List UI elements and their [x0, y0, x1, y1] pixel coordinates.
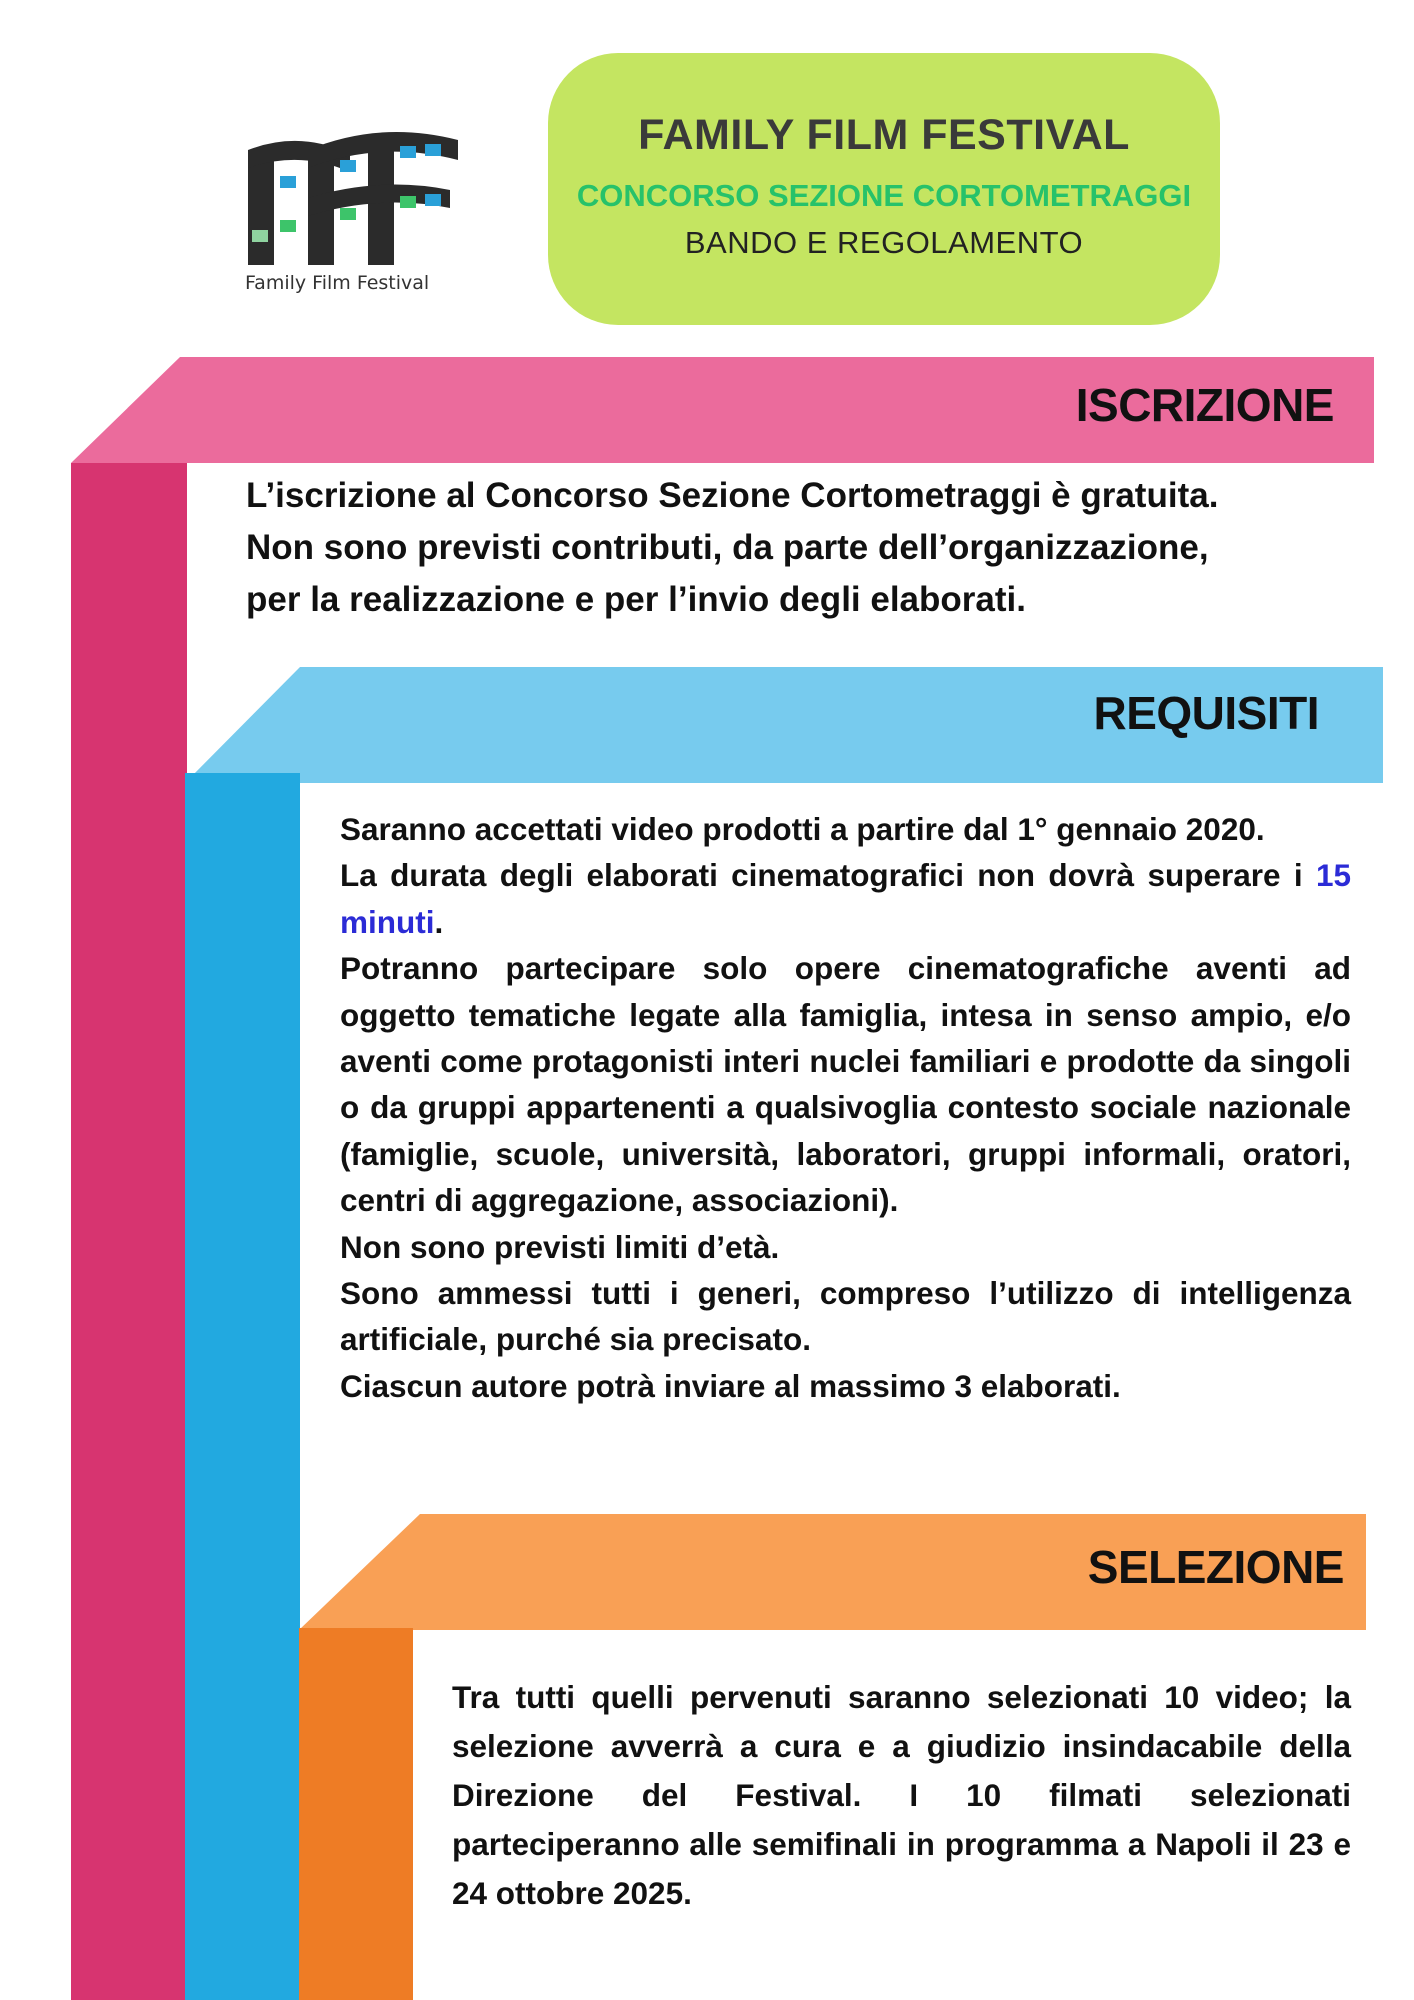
- rules-heading: BANDO E REGOLAMENTO: [684, 225, 1084, 260]
- stripe-blue: [185, 773, 300, 2000]
- duration-end: .: [434, 903, 444, 940]
- iscrizione-line: Non sono previsti contributi, da parte dell’organizzazione,: [246, 528, 1209, 567]
- requisiti-paragraph: Sono ammessi tutti i generi, compreso l’utilizzo di intelligenza artificiale, purché sia precisato.: [340, 1275, 1351, 1358]
- iscrizione-line: per la realizzazione e per l’invio degli elaborati.: [246, 580, 1026, 619]
- requisiti-paragraph: Non sono previsti limiti d’età.: [340, 1228, 780, 1265]
- section-title-selezione: SELEZIONE: [1087, 1541, 1344, 1593]
- iscrizione-body: [246, 470, 1346, 626]
- duration-text: La durata degli elaborati cinematografici non dovrà superare i: [340, 857, 1316, 894]
- requisiti-paragraph: Potranno partecipare solo opere cinematografiche aventi ad oggetto tematiche legate alla famiglia, intesa in senso ampio, e/o aventi come protagonisti interi nuclei familiari e prodotte da singoli o da gruppi appartenenti a qualsivoglia contesto sociale nazionale (famiglie, scuole, università, laboratori, gruppi informali, oratori, centri di aggregazione, associazioni).: [340, 950, 1351, 1219]
- festival-title: FAMILY FILM FESTIVAL: [638, 111, 1130, 159]
- contest-subtitle: CONCORSO SEZIONE CORTOMETRAGGI: [576, 178, 1192, 213]
- section-title-requisiti: REQUISITI: [1093, 687, 1319, 739]
- requisiti-paragraph: Saranno accettati video prodotti a partire dal 1° gennaio 2020.: [340, 811, 1265, 847]
- iscrizione-line: L’iscrizione al Concorso Sezione Cortometraggi è gratuita.: [246, 476, 1219, 515]
- requisiti-paragraph-duration: [340, 852, 1351, 945]
- duration-highlight: 15 minuti: [340, 857, 1351, 940]
- selezione-body: Tra tutti quelli pervenuti saranno selezionati 10 video; la selezione avverrà a cura e a giudizio insindacabile della Direzione del Festival. I 10 filmati selezionati parteciperanno alle semifinali in programma a Napoli il 23 e 24 ottobre 2025.: [452, 1679, 1351, 1911]
- requisiti-body: [340, 806, 1351, 1409]
- section-title-iscrizione: ISCRIZIONE: [1075, 379, 1334, 431]
- stripe-orange: [299, 1628, 413, 2000]
- requisiti-paragraph: Ciascun autore potrà inviare al massimo 3 elaborati.: [340, 1367, 1121, 1404]
- logo-caption: Family Film Festival: [245, 272, 430, 294]
- stripe-pink: [71, 463, 187, 2000]
